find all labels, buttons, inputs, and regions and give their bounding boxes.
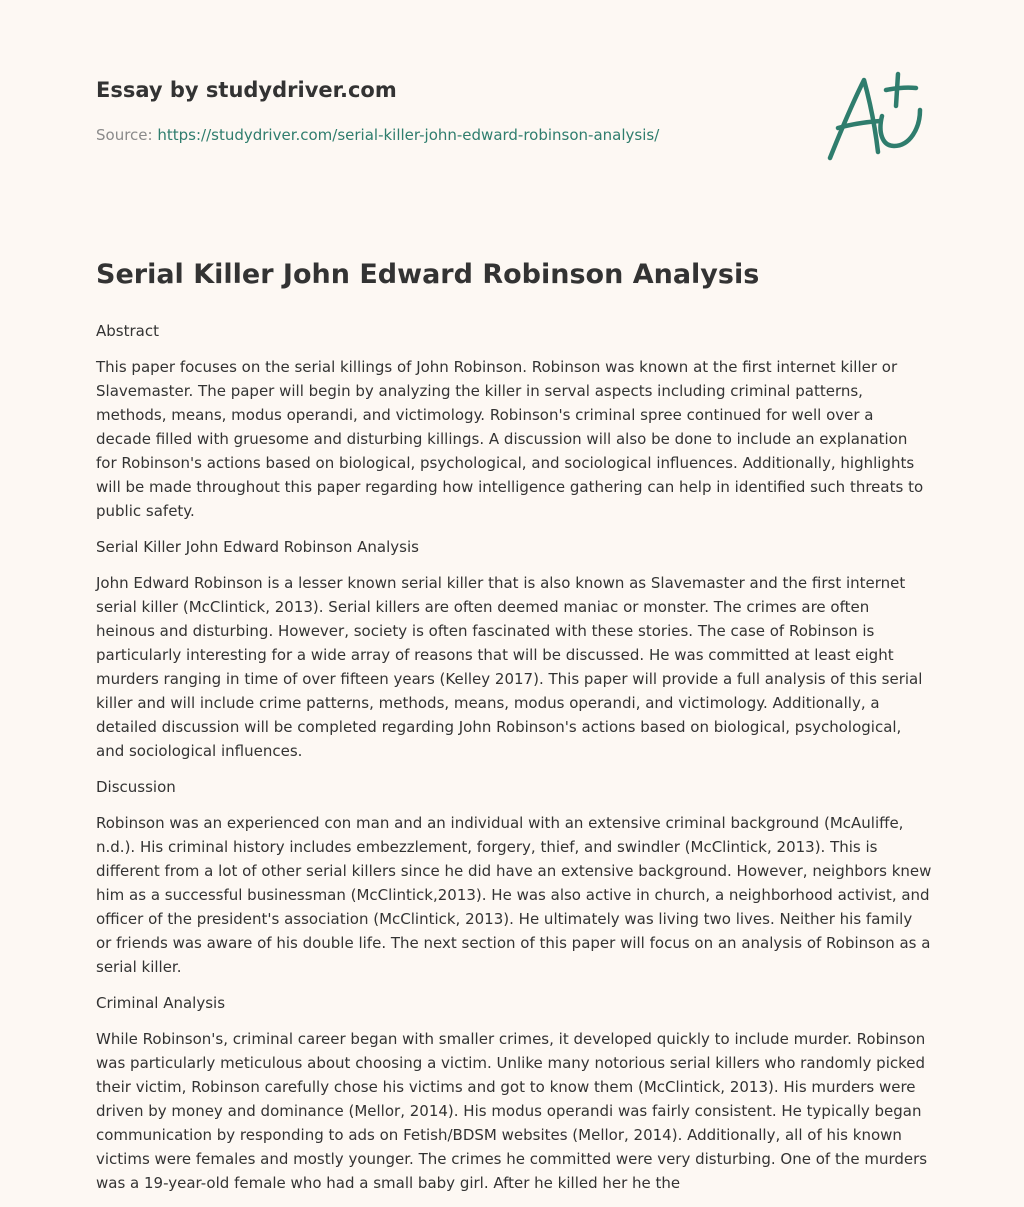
discussion-paragraph: Robinson was an experienced con man and an individual with an extensive criminal background (McAuliffe, n.d.). His criminal history includes embezzlement, forgery, thief, and swindler (McClintick, 2013). This is different from a lot of other serial killers since he did have an extensive background. However, neighbors knew him as a successful businessman (McClintick,2013). He was also active in church, a neighborhood activist, and officer of the president's association (McClintick, 2013). He ultimately was living two lives. Neither his family or friends was aware of his double life. The next section of this paper will focus on an analysis of Robinson as a serial killer. <box>96 814 932 976</box>
source-label: Source: <box>96 126 153 144</box>
source-link[interactable]: https://studydriver.com/serial-killer-john-edward-robinson-analysis/ <box>157 126 660 144</box>
intro-heading: Serial Killer John Edward Robinson Analysis <box>96 538 419 556</box>
abstract-heading: Abstract <box>96 322 159 340</box>
essay-content <box>96 253 932 1207</box>
source-line <box>96 124 736 146</box>
criminal-analysis-paragraph: While Robinson's, criminal career began with smaller crimes, it developed quickly to include murder. Robinson was particularly meticulous about choosing a victim. Unlike many notorious serial killers who randomly picked their victim, Robinson carefully chose his victims and got to know them (McClintick, 2013). His murders were driven by money and dominance (Mellor, 2014). His modus operandi was fairly consistent. He typically began communication by responding to ads on Fetish/BDSM websites (Mellor, 2014). Additionally, all of his known victims were females and mostly younger. The crimes he committed were very disturbing. One of the murders was a 19-year-old female who had a small baby girl. After he killed her he the <box>96 1030 928 1192</box>
discussion-heading: Discussion <box>96 778 176 796</box>
brand-title: Essay by studydriver.com <box>96 78 397 102</box>
a-plus-logo-icon <box>820 66 930 168</box>
essay-header <box>96 74 736 146</box>
criminal-analysis-heading: Criminal Analysis <box>96 994 226 1012</box>
intro-paragraph: John Edward Robinson is a lesser known serial killer that is also known as Slavemaster and the first internet serial killer (McClintick, 2013). Serial killers are often deemed maniac or monster. The crimes are often heinous and disturbing. However, society is often fascinated with these stories. The case of Robinson is particularly interesting for a wide array of reasons that will be discussed. He was committed at least eight murders ranging in time of over fifteen years (Kelley 2017). This paper will provide a full analysis of this serial killer and will include crime patterns, methods, means, modus operandi, and victimology. Additionally, a detailed discussion will be completed regarding John Robinson's actions based on biological, psychological, and sociological influences. <box>96 574 923 760</box>
abstract-paragraph: This paper focuses on the serial killings of John Robinson. Robinson was known at the first internet killer or Slavemaster. The paper will begin by analyzing the killer in serval aspects including criminal patterns, methods, means, modus operandi, and victimology. Robinson's criminal spree continued for well over a decade filled with gruesome and disturbing killings. A discussion will also be done to include an explanation for Robinson's actions based on biological, psychological, and sociological influences. Additionally, highlights will be made throughout this paper regarding how intelligence gathering can help in identified such threats to public safety. <box>96 358 924 520</box>
page-title: Serial Killer John Edward Robinson Analysis <box>96 259 760 290</box>
